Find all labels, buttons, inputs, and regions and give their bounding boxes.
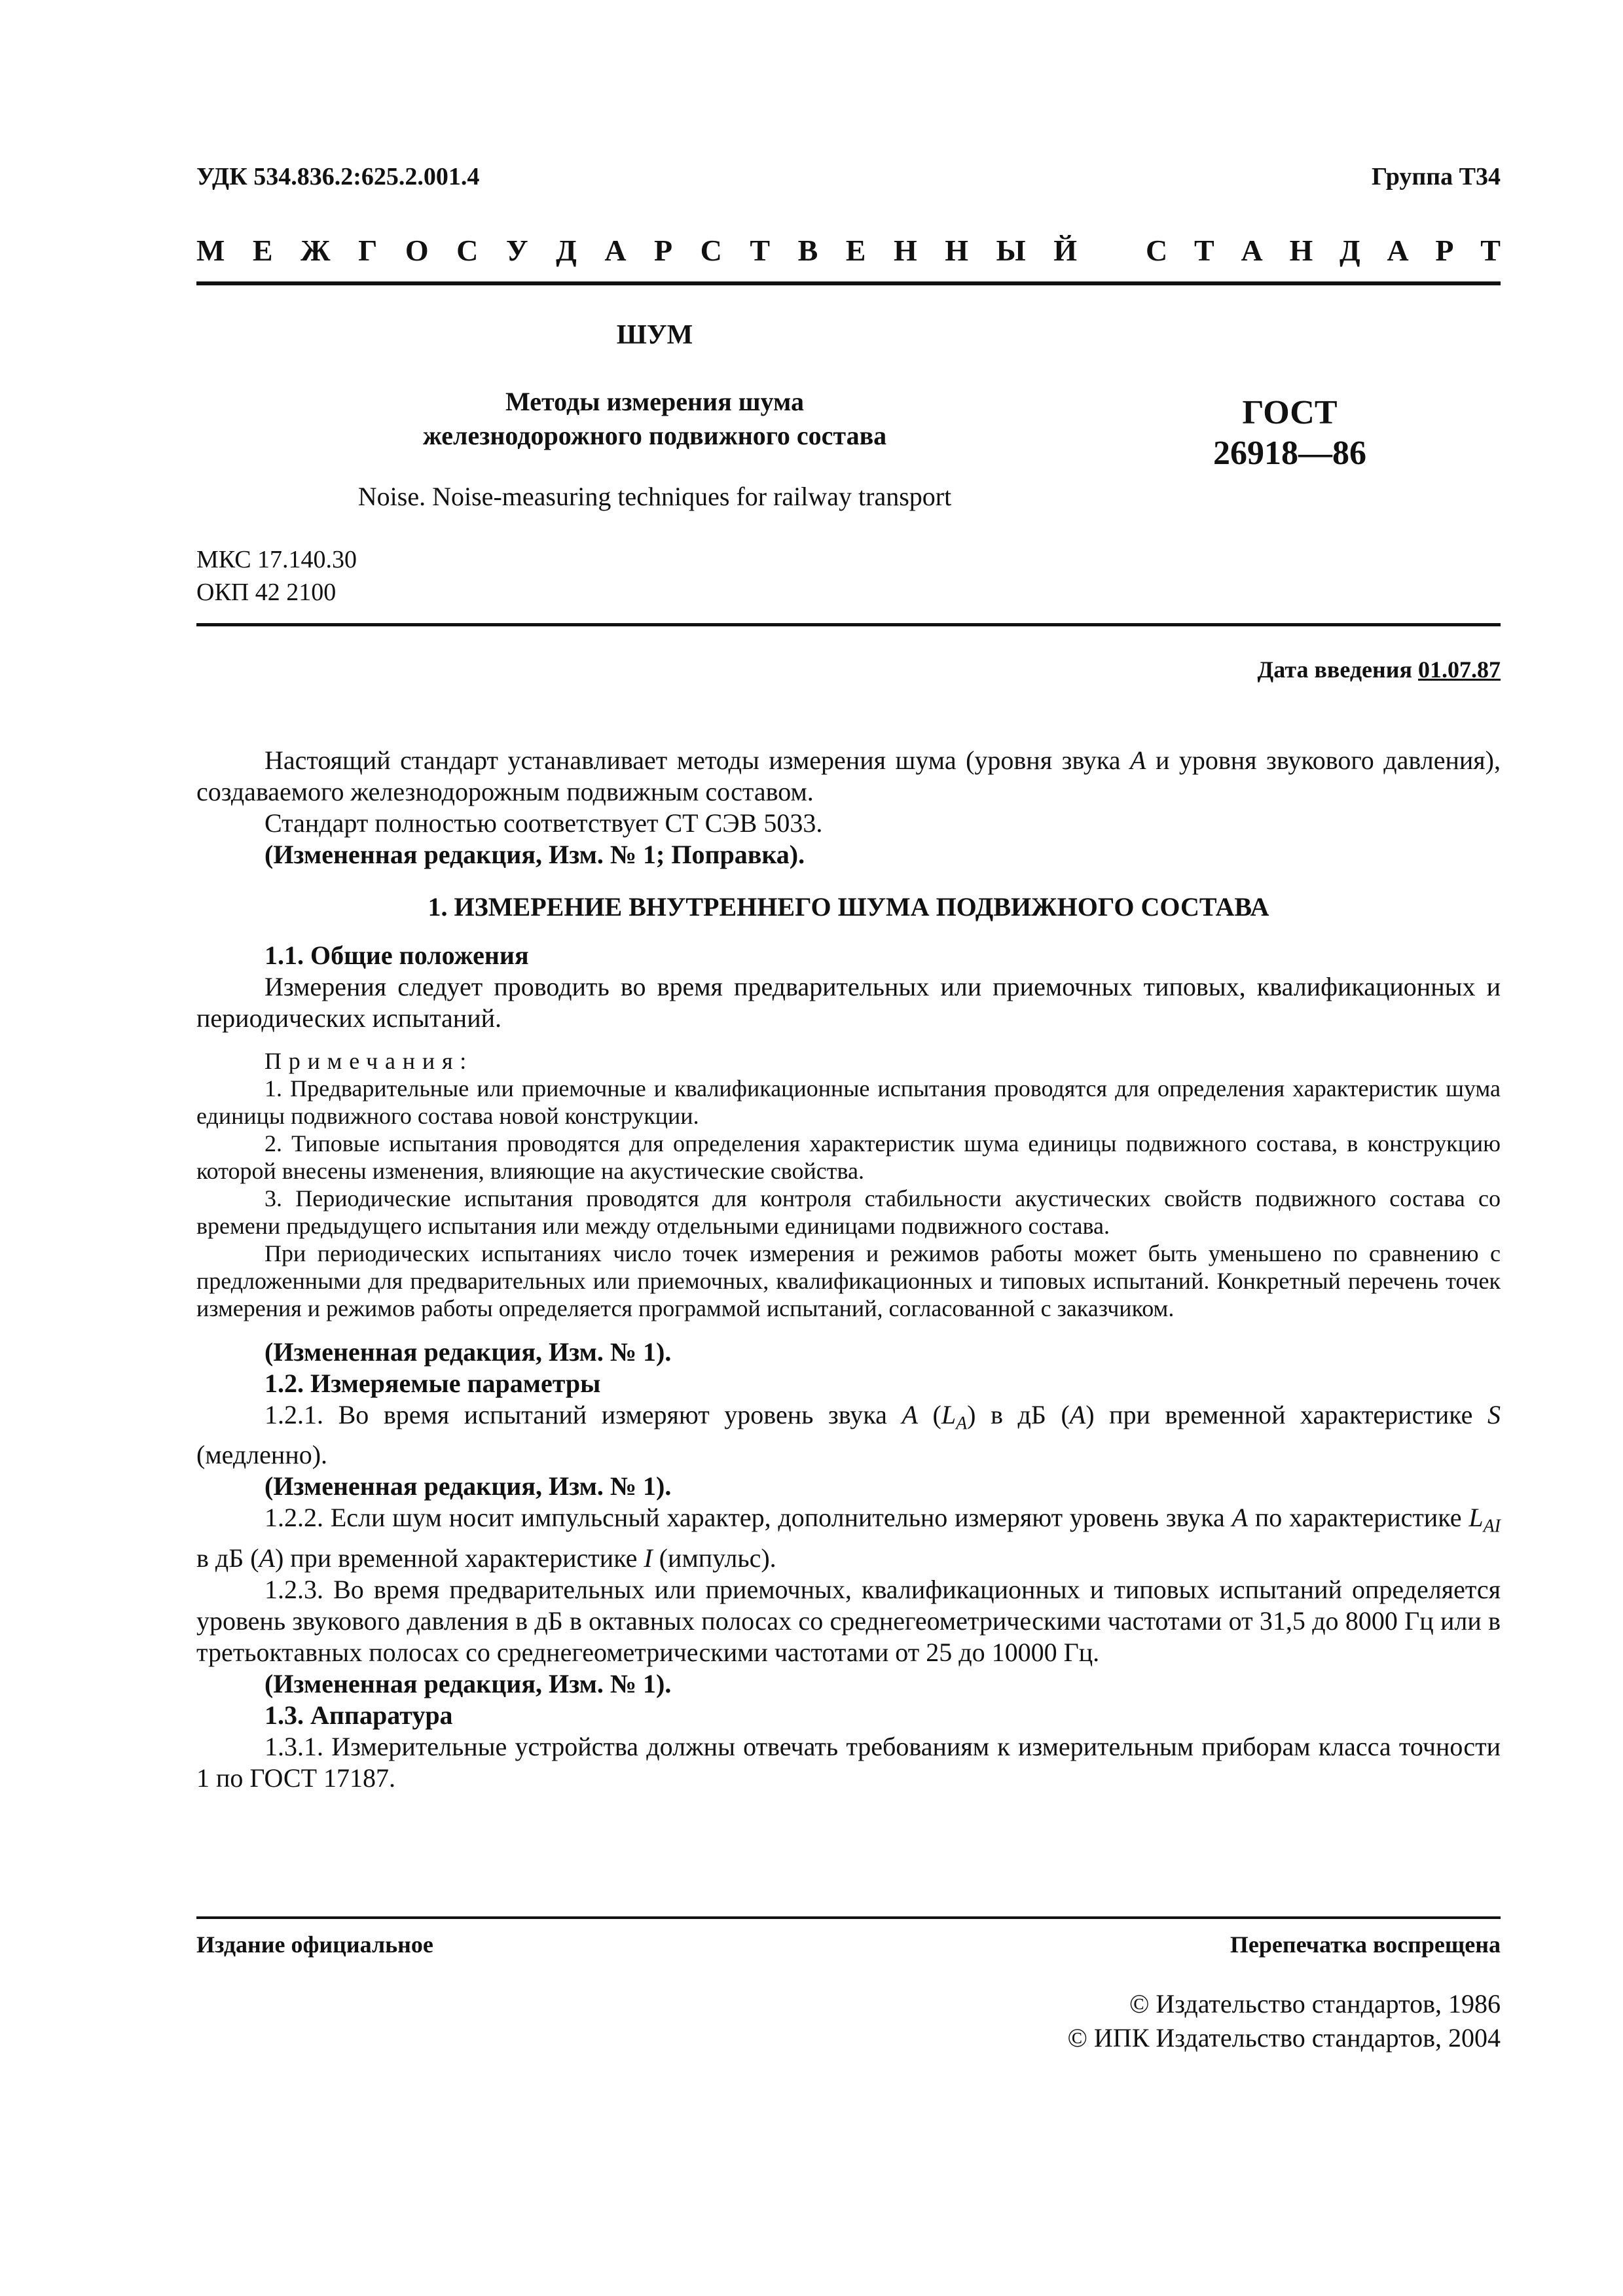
interstate-letter: О [405,234,429,267]
section-1-1-text: Измерения следует проводить во время предварительных или приемочных типовых, квалификационных и периодических испытаний. [196,972,1501,1033]
note-1: 1. Предварительные или приемочные и квалификационные испытания проводятся для определения характеристик шума единицы подвижного состава новой конструкции. [196,1075,1501,1129]
note-2: 2. Типовые испытания проводятся для определения характеристик шума единицы подвижного состава, в конструкцию которой внесены изменения, влияющие на акустические свойства. [196,1130,1501,1184]
amendment-note: (Измененная редакция, Изм. № 1). [264,1337,672,1367]
classification-codes [196,543,357,609]
interstate-letter: А [604,234,627,267]
interstate-letter: В [797,234,818,267]
gost-label: ГОСТ [1242,394,1338,431]
udk-code: УДК 534.836.2:625.2.001.4 [196,163,480,190]
note-4: При периодических испытаниях число точек измерения и режимов работы может быть уменьшено по сравнению с предложенными для предварительных или приемочных, квалификационных и типовых испытаний. Конкретный перечень точек измерения и режимов работы определяется программой испытаний, согласованной с заказчиком. [196,1240,1501,1321]
interstate-standard-banner [196,233,1501,270]
introduction-date-label: Дата введения [1257,656,1412,683]
clause-1-2-3: 1.2.3. Во время предварительных или приемочных, квалификационных и типовых испытаний определяется уровень звукового давления в дБ в октавных полосах со среднегеометрическими частотами от 31,5 до 8000 Гц или в третьоктавных полосах со среднегеометрическими частотами от 25 до 10000 Гц. [196,1574,1501,1667]
var-s: S [1487,1400,1501,1429]
reprint-prohibited: Перепечатка воспрещена [1230,1931,1501,1958]
standard-letter: Д [1340,234,1360,267]
conformity-paragraph: Стандарт полностью соответствует СТ СЭВ 5033. [264,808,823,838]
standard-letter: А [1241,234,1263,267]
interstate-letter: Т [750,234,771,267]
clause-1-2-1: 1.2.1. Во время испытаний измеряют уровень звука A $(L_A)$ в дБ (A) при временной характеристике S (медленно). [196,1400,1501,1470]
var-l: L [941,1400,957,1429]
header-rule [196,281,1501,285]
english-title: Noise. Noise-measuring techniques for railway transport [357,482,952,511]
interstate-letter: Д [556,234,577,267]
standard-letter: Т [1194,234,1214,267]
amendment-note: (Измененная редакция, Изм. № 1; Поправка). [264,840,805,869]
section-1-3-heading: 1.3. Аппаратура [264,1700,453,1730]
copyright-block [1068,1987,1501,2055]
interstate-letter: Н [893,234,917,267]
group-code: Группа Т34 [1371,163,1501,190]
document-body [196,745,1501,1794]
standard-letter: Н [1289,234,1313,267]
standard-letter: А [1387,234,1409,267]
copyright-2004: © ИПК Издательство стандартов, 2004 [1067,2023,1501,2053]
var-a: A [1231,1503,1248,1533]
introduction-date [1258,656,1501,683]
official-edition: Издание официальное [196,1931,433,1958]
interstate-letter: С [456,234,479,267]
introduction-date-value: 01.07.87 [1418,656,1501,683]
notes-title: Примечания: [264,1048,474,1074]
document-title [327,385,982,453]
interstate-letter: С [700,234,722,267]
section-1-heading: 1. ИЗМЕРЕНИЕ ВНУТРЕННЕГО ШУМА ПОДВИЖНОГО СОСТАВА [428,892,1269,922]
copyright-1986: © Издательство стандартов, 1986 [1129,1989,1501,2018]
interstate-letter: Й [1053,234,1077,267]
footer-rule [196,1916,1501,1919]
interstate-letter: Г [358,234,378,267]
var-a: A [902,1400,918,1429]
section-1-2-heading: 1.2. Измеряемые параметры [264,1369,601,1398]
interstate-letter: Н [945,234,969,267]
note-3: 3. Периодические испытания проводятся для контроля стабильности акустических свойств подвижного состава со времени предыдущего испытания или между отдельными единицами подвижного состава. [196,1185,1501,1239]
gost-designation [1159,393,1421,474]
interstate-letter: Е [845,234,866,267]
mks-code: МКС 17.140.30 [196,546,357,573]
interstate-letter: Ы [996,234,1026,267]
banner-word-interstate [196,233,1077,270]
gost-number: 26918—86 [1213,435,1366,472]
preamble-text-b: и уровня звукового давления), создаваемого железнодорожным подвижным составом. [196,745,1501,806]
section-1-1-heading: 1.1. Общие положения [264,941,529,970]
preamble-paragraph [196,745,1501,808]
preamble-text-a: Настоящий стандарт устанавливает методы измерения шума (уровня звука [264,745,1130,775]
topic-title: ШУМ [616,320,693,350]
var-l: L [1468,1503,1484,1533]
interstate-letter: У [505,234,528,267]
interstate-letter: Е [252,234,273,267]
interstate-letter: Ж [301,234,331,267]
title-line-1: Методы измерения шума [505,387,804,416]
standard-letter: С [1146,234,1168,267]
standard-letter: Т [1480,234,1501,267]
okp-code: ОКП 42 2100 [196,579,337,606]
var-a: A [1130,745,1146,775]
var-a: A [259,1543,275,1573]
var-a: A [1069,1400,1086,1429]
title-rule [196,623,1501,626]
clause-1-2-2: 1.2.2. Если шум носит импульсный характер, дополнительно измеряют уровень звука A по характеристике $L_{AI}$ в дБ (A) при временной характеристике I (импульс). [196,1503,1501,1573]
banner-word-standard [1146,233,1501,270]
title-line-2: железнодорожного подвижного состава [422,421,887,450]
var-i: I [644,1543,653,1573]
clause-1-3-1: 1.3.1. Измерительные устройства должны отвечать требованиям к измерительным приборам класса точности 1 по ГОСТ 17187. [196,1731,1501,1793]
standard-letter: Р [1435,234,1454,267]
interstate-letter: Р [654,234,673,267]
interstate-letter: М [196,234,225,267]
amendment-note: (Измененная редакция, Изм. № 1). [264,1668,672,1698]
amendment-note: (Измененная редакция, Изм. № 1). [264,1471,672,1501]
